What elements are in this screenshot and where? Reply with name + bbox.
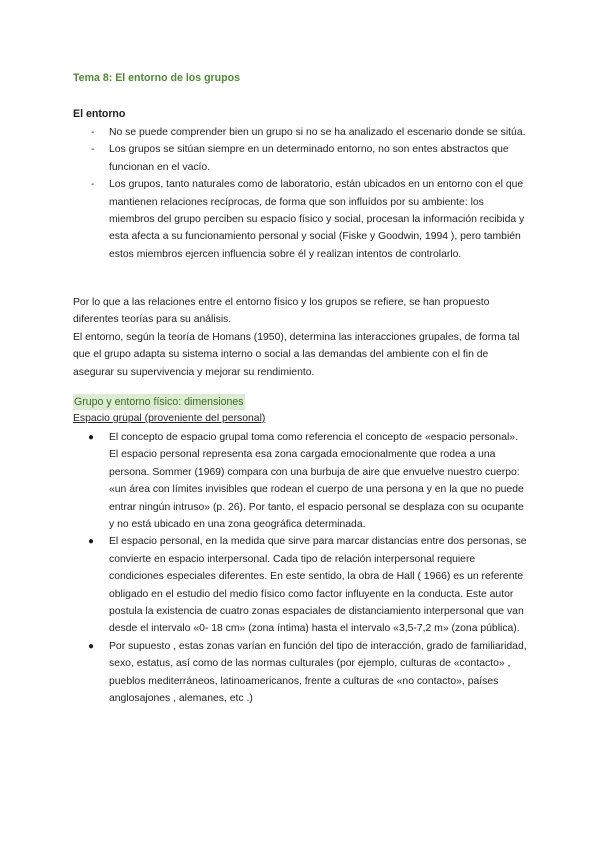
list-item (73, 176, 528, 263)
list-item (73, 429, 528, 533)
bullet-icon: ● (88, 536, 95, 548)
list-item (73, 124, 528, 141)
paragraph-theories: Por lo que a las relaciones entre el entorno físico y los grupos se refiere, se han propuesto diferentes teorías para su análisis. (73, 297, 490, 326)
bullet-list (73, 429, 528, 708)
list-item-text: Los grupos se sitúan siempre en un determinado entorno, no son entes abstractos que funcionan en el vacío. (109, 144, 509, 173)
list-item (73, 533, 528, 637)
dash-list (73, 124, 528, 263)
list-item-text: El concepto de espacio grupal toma como referencia el concepto de «espacio personal». El espacio personal representa esa zona cargada emocionalmente que rodea a una persona. Sommer (1969) compara con una burbuja de aire que envuelve nuestro cuerpo: «un área con límites invisibles que rodean el cuerpo de una persona y en la que no puede entrar ningún intruso» (p. 26). Por tanto, el espacio personal se desplaza con su ocupante y no está ubicado en una zona geográfica determinada. (109, 432, 524, 531)
list-item (73, 638, 528, 708)
paragraph-homans: El entorno, según la teoría de Homans (1950), determina las interacciones grupales, de forma tal que el grupo adapta su sistema interno o social a las demandas del ambiente con el fin de asegurar su supervivencia y mejorar su rendimiento. (73, 332, 520, 378)
list-item-text: Por supuesto , estas zonas varían en función del tipo de interacción, grado de familiaridad, sexo, estatus, así como de las normas culturales (por ejemplo, culturas de «contacto» , pueblos mediterráneos, latinoamericanos, frente a culturas de «no contacto», países anglosajones , alemanes, etc .) (109, 640, 527, 705)
list-item-text: No se puede comprender bien un grupo si no se ha analizado el escenario donde se sitúa. (109, 127, 526, 138)
page-title: Tema 8: El entorno de los grupos (73, 72, 240, 84)
section-heading-dimensiones: Grupo y entorno físico: dimensiones (74, 396, 244, 408)
list-item-text: Los grupos, tanto naturales como de laboratorio, están ubicados en un entorno con el que mantienen relaciones recíprocas, de forma que son influídos por su ambiente: los miembros del grupo perciben su espacio físico y social, procesan la información recibida y esta afecta a su funcionamiento personal y social (Fiske y Goodwin, 1994 ), pero también estos miembros ejercen influencia sobre él y realizan intentos de controlarlo. (109, 179, 525, 260)
dash-marker: - (91, 144, 95, 156)
bullet-icon: ● (88, 640, 95, 652)
dash-marker: - (91, 179, 95, 191)
section-heading-entorno: El entorno (73, 108, 126, 120)
bullet-icon: ● (88, 432, 95, 443)
list-item-text: El espacio personal, en la medida que sirve para marcar distancias entre dos personas, se convierte en espacio interpersonal. Cada tipo de relación interpersonal requiere condiciones especiales diferentes. En este sentido, la obra de Hall ( 1966) es un referente obligado en el estudio del medio físico como factor influyente en la conducta. Este autor postula la existencia de cuatro zonas espaciales de distanciamiento interpersonal que van desde el intervalo «0- 18 cm» (zona íntima) hasta el intervalo «3,5-7,2 m» (zona pública). (109, 536, 527, 635)
list-item (73, 141, 528, 176)
dash-marker: - (91, 127, 95, 138)
subheading-espacio-grupal: Espacio grupal (proveniente del personal) (73, 413, 266, 424)
